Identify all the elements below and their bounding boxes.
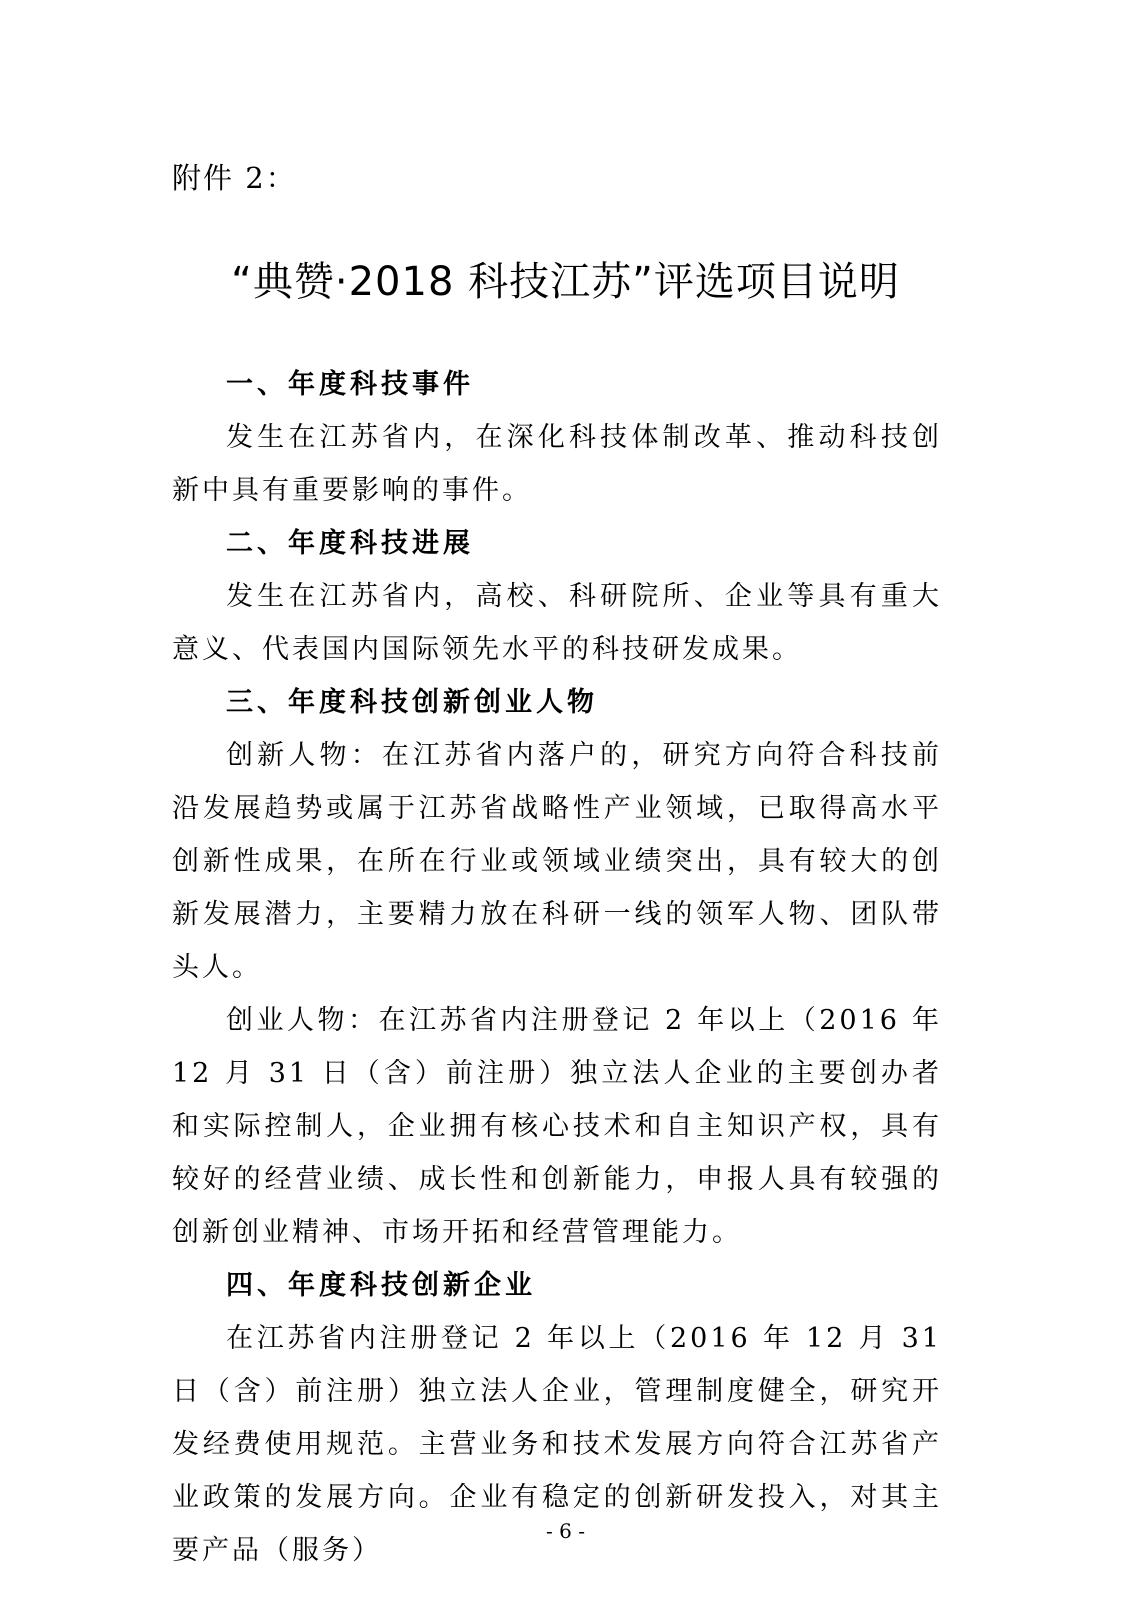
- section-heading-progress: 二、年度科技进展: [226, 528, 474, 559]
- document-title: “典赞·2018 科技江苏”评选项目说明: [231, 259, 900, 305]
- section-paragraph-enterprise: 在江苏省内注册登记 2 年以上（2016 年 12 月 31 日（含）前注册）独立法人企业，管理制度健全，研究开发经费使用规范。主营业务和技术发展方向符合江苏省产业政策的发展方向。企业有稳定的创新研发投入，对其主要产品（服务）: [172, 1323, 942, 1566]
- section-paragraph-innovation-people: 创新人物：在江苏省内落户的，研究方向符合科技前沿发展趋势或属于江苏省战略性产业领域，已取得高水平创新性成果，在所在行业或领域业绩突出，具有较大的创新发展潜力，主要精力放在科研一线的领军人物、团队带头人。: [172, 740, 942, 983]
- section-heading-people: 三、年度科技创新创业人物: [226, 687, 598, 718]
- section-paragraph-progress: 发生在江苏省内，高校、科研院所、企业等具有重大意义、代表国内国际领先水平的科技研发成果。: [172, 581, 942, 665]
- section-paragraph-entrepreneur-people: 创业人物：在江苏省内注册登记 2 年以上（2016 年 12 月 31 日（含）前注册）独立法人企业的主要创办者和实际控制人，企业拥有核心技术和自主知识产权，具有较好的经营业绩、成长性和创新能力，申报人具有较强的创新创业精神、市场开拓和经营管理能力。: [172, 1005, 942, 1248]
- section-heading-enterprise: 四、年度科技创新企业: [226, 1270, 536, 1301]
- section-heading-events: 一、年度科技事件: [226, 369, 474, 400]
- document-body: [172, 358, 942, 1577]
- page-number: - 6 -: [546, 1519, 585, 1543]
- attachment-label: 附件 2：: [172, 161, 297, 195]
- section-paragraph-events: 发生在江苏省内，在深化科技体制改革、推动科技创新中具有重要影响的事件。: [172, 422, 942, 506]
